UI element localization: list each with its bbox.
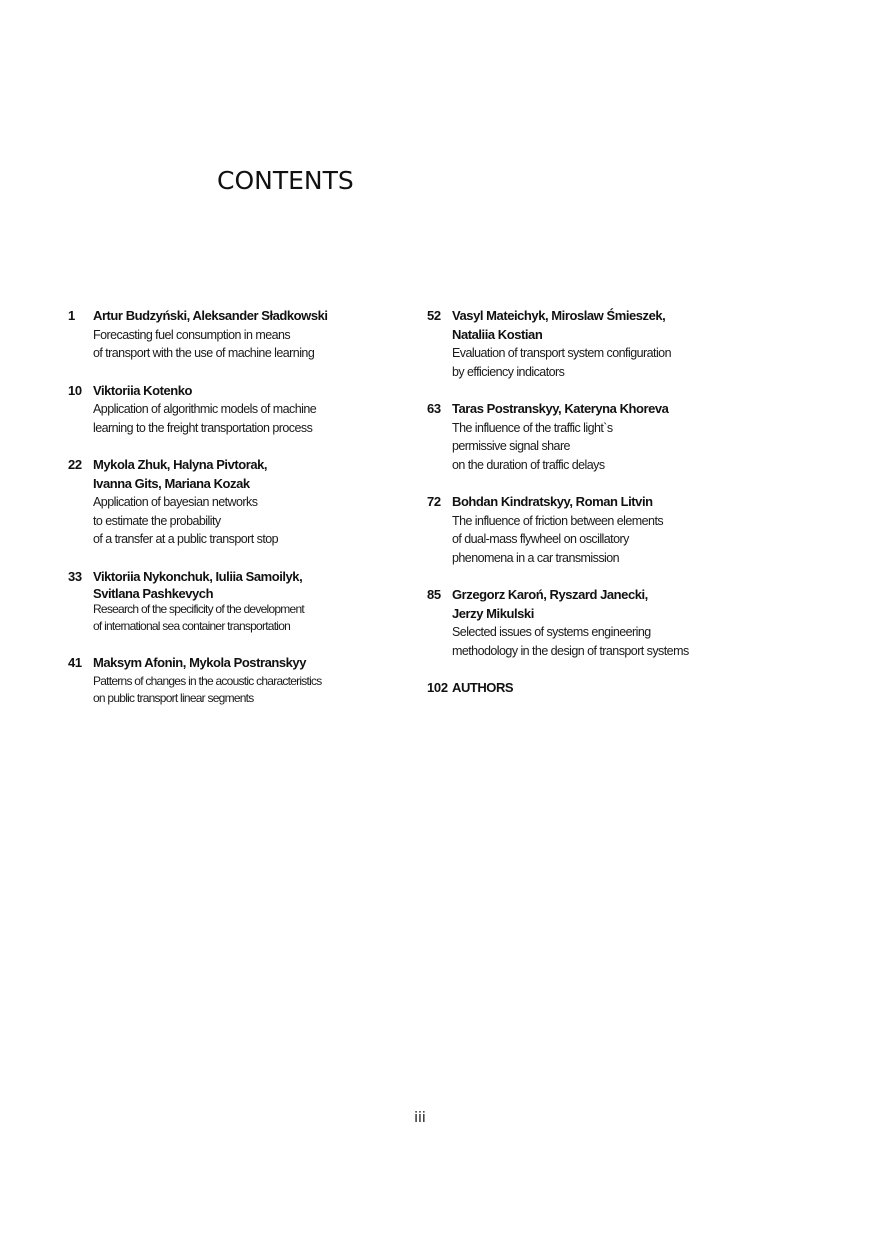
toc-title-line: Application of algorithmic models of machine [93,402,317,416]
toc-title-line: Evaluation of transport system configuration [452,346,671,360]
toc-entry[interactable] [427,493,747,567]
toc-entry-body [452,307,747,381]
toc-title-line: of dual-mass flywheel on oscillatory [452,532,629,546]
toc-title-line: of international sea container transportation [93,619,291,633]
toc-right-column [427,307,747,698]
toc-title-line: methodology in the design of transport systems [452,643,689,658]
toc-title-line: of a transfer at a public transport stop [93,532,279,546]
toc-page-number: 72 [427,494,441,509]
toc-entry[interactable] [427,679,747,698]
toc-authors: AUTHORS [452,680,514,695]
toc-title-line: Selected issues of systems engineering [452,625,651,639]
toc-entry-body [452,400,747,474]
page-title: CONTENTS [217,166,354,195]
toc-entry[interactable] [68,568,398,636]
toc-entry[interactable] [68,382,398,438]
toc-authors: Mykola Zhuk, Halyna Pivtorak, [93,457,268,472]
toc-entry-body [93,382,398,438]
toc-authors: Vasyl Mateichyk, Miroslaw Śmieszek, [452,308,666,323]
toc-page-number: 63 [427,401,441,416]
toc-entry[interactable] [68,456,398,549]
toc-authors: Ivanna Gits, Mariana Kozak [93,475,250,491]
toc-title-line: Forecasting fuel consumption in means [93,327,291,342]
toc-entry[interactable] [68,307,398,363]
toc-page-number: 85 [427,587,441,602]
toc-title-line: to estimate the probability [93,513,221,528]
toc-entry-body [452,493,747,567]
toc-authors: Maksym Afonin, Mykola Postranskyy [93,655,306,670]
toc-title-line: Research of the specificity of the development [93,602,304,616]
toc-title-line: The influence of friction between elements [452,513,664,528]
toc-title-line: of transport with the use of machine learning [93,346,315,360]
toc-authors: Nataliia Kostian [452,326,543,342]
toc-authors: Bohdan Kindratskyy, Roman Litvin [452,494,653,509]
toc-page-number: 10 [68,382,82,398]
toc-entry-body [93,568,398,636]
toc-page-number: 52 [427,308,441,323]
toc-authors: Jerzy Mikulski [452,605,534,621]
toc-title-line: on public transport linear segments [93,690,254,705]
toc-entry-body [452,679,747,698]
toc-entry-body [93,654,398,707]
toc-entry[interactable] [427,586,747,660]
page-number-folio: iii [414,1110,426,1126]
toc-authors: Viktoriia Nykonchuk, Iuliia Samoilyk, [93,568,303,584]
toc-left-column [68,307,398,707]
toc-page-number: 1 [68,308,75,323]
toc-authors: Grzegorz Karoń, Ryszard Janecki, [452,587,648,602]
toc-title-line: by efficiency indicators [452,364,565,379]
toc-title-line: phenomena in a car transmission [452,550,620,565]
toc-authors: Artur Budzyński, Aleksander Sładkowski [93,308,328,323]
toc-entry-body [93,456,398,549]
toc-authors: Viktoriia Kotenko [93,382,193,398]
toc-entry[interactable] [68,654,398,707]
toc-title-line: on the duration of traffic delays [452,457,605,472]
toc-page-number: 22 [68,457,82,472]
toc-authors: Taras Postranskyy, Kateryna Khoreva [452,401,669,416]
toc-entry[interactable] [427,400,747,474]
toc-title-line: The influence of the traffic light`s [452,420,613,435]
toc-title-line: Application of bayesian networks [93,495,258,509]
toc-page-number: 33 [68,568,82,584]
toc-title-line: learning to the freight transportation process [93,420,313,435]
toc-title-line: permissive signal share [452,439,570,453]
toc-page-number: 41 [68,655,82,670]
toc-authors: Svitlana Pashkevych [93,586,214,601]
toc-page-number: 102 [427,680,448,695]
toc-title-line: Patterns of changes in the acoustic characteristics [93,673,322,688]
toc-entry[interactable] [427,307,747,381]
toc-entry-body [452,586,747,660]
toc-entry-body [93,307,398,363]
